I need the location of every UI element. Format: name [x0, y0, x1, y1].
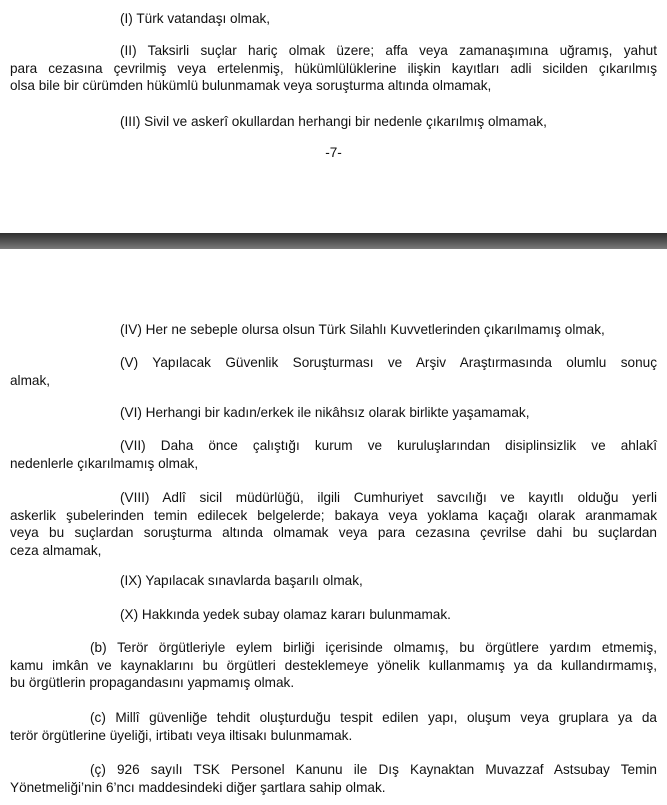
text-line: veya bu suçlardan soruşturma altında olmamak veya para cezasına çevrilse dahi bu suçlardan	[10, 525, 657, 540]
item-ix	[0, 572, 657, 590]
text-line: (II) Taksirli suçlar hariç olmak üzere; affa veya zamanaşımına uğramış, yahut	[120, 43, 657, 58]
text-line: Yönetmeliği’nin 6’ncı maddesindeki diğer şartlara sahip olmak.	[10, 779, 386, 795]
text-line: (VII) Daha önce çalıştığı kurum ve kuruluşlarından disiplinsizlik ve ahlakî	[120, 438, 657, 453]
item-cc	[0, 761, 657, 796]
text-line: (X) Hakkında yedek subay olamaz kararı bulunmamak.	[120, 607, 451, 622]
text-line: (ç) 926 sayılı TSK Personel Kanunu ile Dış Kaynaktan Muvazzaf Astsubay Temin	[90, 762, 657, 777]
item-v	[0, 354, 657, 389]
text-line: para cezasına çevrilmiş veya ertelenmiş, hükümlülüklerine ilişkin kayıtları adli sicilden çıkarılmış	[10, 60, 657, 76]
text-line: nedenlerle çıkarılmamış olmak,	[10, 455, 199, 471]
item-iii	[0, 113, 657, 131]
text-line: (I) Türk vatandaşı olmak,	[120, 11, 271, 26]
item-c	[0, 709, 657, 744]
item-iv	[0, 321, 657, 339]
document-page-bottom	[0, 249, 667, 805]
text-line: (IX) Yapılacak sınavlarda başarılı olmak,	[120, 573, 363, 588]
item-vii	[0, 437, 657, 472]
text-line: bu örgütlerin propagandasını yapmamış olmak.	[10, 675, 295, 690]
text-line: kamu imkân ve kaynaklarını bu örgütleri desteklemeye yönelik kullanmamış ya da kullandırmamış,	[10, 657, 657, 673]
text-line: olsa bile bir cürümden hükümlü bulunmamak veya soruşturma altında olmamak,	[10, 78, 492, 93]
item-b	[0, 639, 657, 692]
item-x	[0, 606, 657, 624]
text-line: (VIII) Adlî sicil müdürlüğü, ilgili Cumhuriyet savcılığı ve kayıtlı olduğu yerli	[120, 490, 657, 505]
text-line: (c) Millî güvenliğe tehdit oluşturduğu tespit edilen yapı, oluşum veya gruplara ya da	[90, 710, 657, 725]
item-i	[0, 10, 657, 28]
text-line: askerlik şubelerinden temin edilecek belgelerde; bakaya veya yoklama kaçağı olarak aranmamak	[10, 507, 657, 523]
text-line: terör örgütlerine üyeliği, irtibatı veya iltisakı bulunmamak.	[10, 727, 353, 743]
text-line: (III) Sivil ve askerî okullardan herhangi bir nedenle çıkarılmış olmamak,	[120, 114, 547, 129]
page-number: -7-	[325, 145, 342, 160]
text-line: ceza almamak,	[10, 542, 102, 558]
text-line: almak,	[10, 372, 51, 388]
item-ii	[0, 42, 657, 95]
text-line: (b) Terör örgütleriyle eylem birliği içerisinde olmamış, bu örgütlere yardım etmemiş,	[90, 640, 657, 655]
text-line: (IV) Her ne sebeple olursa olsun Türk Silahlı Kuvvetlerinden çıkarılmamış olmak,	[120, 322, 605, 337]
text-line: (VI) Herhangi bir kadın/erkek ile nikâhsız olarak birlikte yaşamamak,	[120, 405, 530, 420]
page-separator	[0, 233, 667, 249]
text-line: (V) Yapılacak Güvenlik Soruşturması ve Arşiv Araştırmasında olumlu sonuç	[120, 355, 657, 370]
document-page-top	[0, 0, 667, 233]
item-vi	[0, 404, 657, 422]
item-viii	[0, 489, 657, 559]
